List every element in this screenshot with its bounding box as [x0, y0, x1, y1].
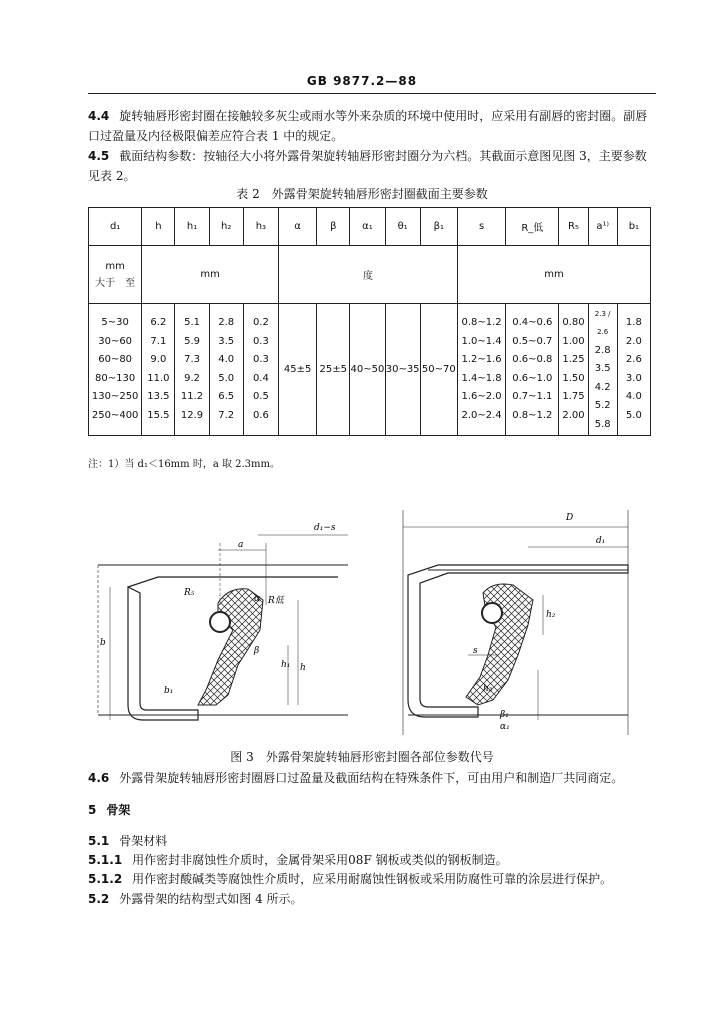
cell: 2.6 — [625, 354, 642, 365]
cell: 7.3 — [184, 354, 200, 365]
section-title: 骨架 — [106, 803, 131, 817]
mm-unit-1: mm — [142, 246, 279, 304]
col-header: β — [317, 208, 350, 246]
cell: 5.1 — [184, 317, 200, 328]
col-header: α₁ — [350, 208, 385, 246]
col-header: a¹⁾ — [588, 208, 617, 246]
cell: 2.00 — [562, 409, 585, 421]
col-d1 — [89, 304, 142, 436]
cell: 0.2 — [252, 317, 269, 328]
label-r-low: R低 — [268, 596, 284, 606]
section-number: 5 — [88, 803, 97, 817]
cell: 0.8~1.2 — [512, 409, 553, 421]
col-rd — [506, 304, 559, 436]
cell: 4.0 — [218, 354, 235, 365]
cell: 1.50 — [562, 372, 585, 384]
figure-caption: 图 3 外露骨架旋转轴唇形密封圈各部位参数代号 — [230, 750, 494, 764]
label-d: D — [566, 513, 574, 523]
cell: 0.6~0.8 — [512, 354, 553, 365]
section-5-heading — [88, 800, 656, 820]
section-number: 5.1 — [88, 834, 110, 848]
col-b1 — [617, 304, 650, 436]
cell: 1.4~1.8 — [461, 372, 502, 384]
cell: 60~80 — [98, 354, 133, 365]
label-s: s — [473, 646, 478, 656]
cell: 4.2 — [594, 381, 611, 393]
col-header: R₅ — [559, 208, 588, 246]
cell: 5.8 — [594, 418, 611, 430]
header-rule — [88, 93, 656, 94]
label-alpha1: α₁ — [500, 722, 510, 732]
clause-text: 外露骨架旋转轴唇形密封圈唇口过盈量及截面结构在特殊条件下，可由用户和制造厂共同商定。 — [119, 771, 624, 785]
metal-case-shape — [128, 587, 198, 720]
cell: 11.0 — [147, 372, 170, 384]
col-header: h₂ — [209, 208, 243, 246]
cell: 0.5 — [252, 391, 269, 402]
cell: 3.5 — [218, 335, 235, 347]
clause-number: 4.4 — [88, 109, 110, 123]
clause-number: 5.2 — [88, 892, 110, 906]
rubber-lip-shape — [466, 584, 533, 705]
cell: 2.3 / 2.6 — [594, 309, 611, 337]
col-h3 — [243, 304, 278, 436]
cell: 1.8 — [625, 317, 642, 328]
clause-text: 用作密封非腐蚀性介质时，金属骨架采用08F 钢板或类似的钢板制造。 — [132, 853, 508, 867]
cell: 15.5 — [147, 409, 170, 421]
cell: 3.5 — [594, 363, 611, 375]
col-h1 — [175, 304, 209, 436]
cell: 1.2~1.6 — [461, 354, 502, 365]
clause-text: 外露骨架的结构型式如图 4 所示。 — [119, 892, 303, 906]
cell: 2.0~2.4 — [461, 409, 502, 421]
document-header: GB 9877.2—88 — [306, 74, 418, 88]
mm-unit-2: mm — [457, 246, 650, 304]
label-r5: R₅ — [184, 588, 195, 598]
parameter-table — [88, 207, 651, 436]
label-b1: b₁ — [164, 686, 174, 696]
clause-number: 5.1.1 — [88, 853, 123, 867]
col-s — [457, 304, 505, 436]
cell: 2.8 — [594, 344, 611, 356]
label-h3: h₃ — [483, 684, 493, 694]
d1-unit-cell — [89, 246, 142, 304]
paragraph-5-2 — [88, 889, 656, 909]
spring-circle — [210, 612, 230, 632]
cell-beta1: 50~70 — [420, 304, 457, 436]
cell: 0.3 — [252, 335, 269, 347]
cell-alpha1: 40~50 — [350, 304, 385, 436]
label-h1: h₁ — [281, 660, 291, 670]
col-header: d₁ — [89, 208, 142, 246]
label-beta1: β₁ — [500, 710, 509, 720]
clause-number: 4.6 — [88, 771, 110, 785]
d1-range-label: 大于 至 — [95, 277, 136, 289]
cell-beta: 25±5 — [317, 304, 350, 436]
cell: 3.0 — [625, 372, 642, 384]
paragraph-4-5 — [88, 146, 656, 186]
col-h2 — [209, 304, 243, 436]
cell: 0.5~0.7 — [512, 335, 553, 347]
cell: 0.7~1.1 — [512, 391, 553, 402]
paragraph-5-1-2 — [88, 869, 656, 889]
cell: 4.0 — [625, 391, 642, 402]
spring-circle — [482, 603, 502, 623]
table-data-row — [89, 304, 651, 436]
cell: 0.80 — [562, 317, 585, 328]
col-header: h — [142, 208, 175, 246]
left-section-view — [98, 523, 348, 720]
table-header-row — [89, 208, 651, 246]
right-section-view — [403, 510, 628, 735]
label-b: b — [100, 638, 106, 648]
col-header: R_低 — [506, 208, 559, 246]
cell: 1.6~2.0 — [461, 391, 502, 402]
cell: 80~130 — [95, 372, 136, 384]
cell-alpha: 45±5 — [278, 304, 316, 436]
clause-text: 旋转轴唇形密封圈在接触较多灰尘或雨水等外来杂质的环境中使用时，应采用有副唇的密封圈。副唇口过盈量及内径极限偏差应符合表 1 中的规定。 — [88, 109, 648, 143]
cell: 6.2 — [150, 317, 167, 328]
section-5-1-heading — [88, 831, 656, 851]
col-header: h₃ — [243, 208, 278, 246]
degree-unit: 度 — [278, 246, 457, 304]
cell: 0.3 — [252, 354, 269, 365]
cell: 7.2 — [218, 409, 235, 421]
label-a: a — [238, 540, 244, 550]
cell: 30~60 — [98, 335, 133, 347]
table-note: 注：1）当 d₁＜16mm 时，a 取 2.3mm。 — [88, 459, 281, 470]
cell: 5~30 — [101, 317, 129, 328]
col-header: h₁ — [175, 208, 209, 246]
cell: 5.9 — [184, 335, 200, 347]
label-d1: d₁ — [596, 536, 606, 546]
col-h — [142, 304, 175, 436]
cell-theta1: 30~35 — [385, 304, 420, 436]
figure-3-drawing — [88, 505, 648, 745]
cell: 0.4 — [252, 372, 269, 384]
cell: 0.6~1.0 — [512, 372, 553, 384]
cell: 1.75 — [562, 391, 585, 402]
col-r5 — [559, 304, 588, 436]
cell: 6.5 — [218, 391, 235, 402]
col-header: b₁ — [617, 208, 650, 246]
cell: 11.2 — [180, 391, 204, 402]
paragraph-4-4 — [88, 106, 656, 146]
cell: 1.00 — [562, 335, 585, 347]
label-d1-minus-s: d₁−s — [314, 523, 336, 533]
paragraph-4-6 — [88, 768, 656, 788]
col-header: θ₁ — [385, 208, 420, 246]
table-caption: 表 2 外露骨架旋转轴唇形密封圈截面主要参数 — [236, 187, 488, 201]
cell: 7.1 — [150, 335, 167, 347]
clause-number: 5.1.2 — [88, 872, 123, 886]
cell: 2.0 — [625, 335, 642, 347]
clause-text: 用作密封酸碱类等腐蚀性介质时，应采用耐腐蚀性钢板或采用防腐性可靠的涂层进行保护。 — [132, 872, 613, 886]
col-a — [588, 304, 617, 436]
cell: 5.0 — [625, 409, 642, 421]
label-alpha: α — [254, 594, 261, 604]
cell: 9.2 — [184, 372, 200, 384]
cell: 0.4~0.6 — [512, 317, 553, 328]
cell: 12.9 — [180, 409, 204, 421]
clause-text: 截面结构参数：按轴径大小将外露骨架旋转轴唇形密封圈分为六档。其截面示意图见图 3，主要参数见表 2。 — [88, 149, 647, 183]
col-header: β₁ — [420, 208, 457, 246]
cell: 2.8 — [218, 317, 235, 328]
cell: 5.2 — [594, 400, 611, 412]
cell: 250~400 — [91, 409, 139, 421]
section-title: 骨架材料 — [119, 834, 168, 848]
col-header: s — [457, 208, 505, 246]
cell: 13.5 — [147, 391, 170, 402]
col-header: α — [278, 208, 316, 246]
label-beta: β — [254, 646, 260, 656]
cell: 5.0 — [218, 372, 235, 384]
cell: 130~250 — [91, 391, 139, 402]
cell: 0.8~1.2 — [461, 317, 502, 328]
clause-number: 4.5 — [88, 149, 110, 163]
d1-unit: mm — [105, 260, 125, 272]
label-h2: h₂ — [546, 610, 556, 620]
cell: 0.6 — [252, 409, 269, 421]
table-unit-row — [89, 246, 651, 304]
label-h: h — [300, 663, 306, 673]
cell: 1.0~1.4 — [461, 335, 502, 347]
cell: 9.0 — [150, 354, 167, 365]
paragraph-5-1-1 — [88, 850, 656, 870]
cell: 1.25 — [562, 354, 585, 365]
